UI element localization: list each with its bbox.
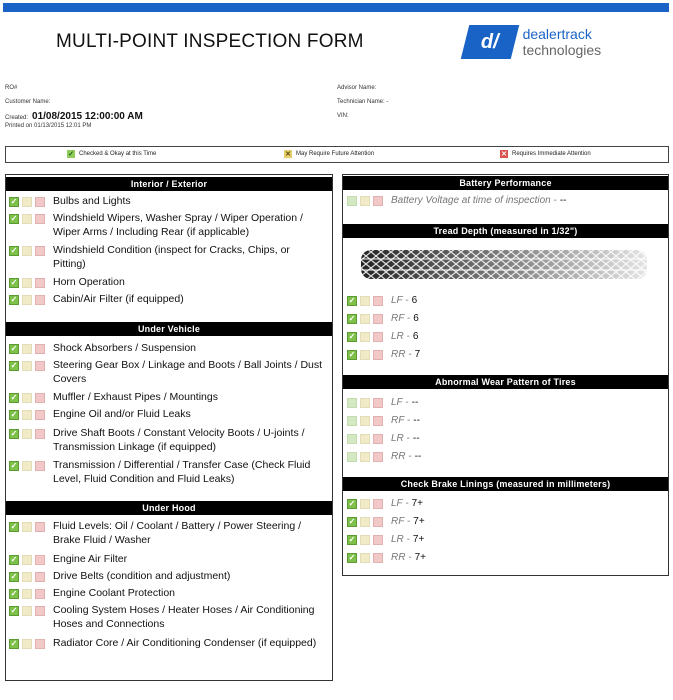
empty-status-box (35, 410, 45, 420)
empty-status-box (22, 589, 32, 599)
status-checks (347, 551, 383, 563)
tire-position-label: LR - (391, 330, 410, 342)
status-checks (9, 276, 45, 290)
status-checks (9, 604, 45, 631)
empty-status-box (360, 416, 370, 426)
tire-reading-value: 6 (413, 312, 419, 324)
inspection-item (9, 244, 325, 271)
empty-status-box (22, 295, 32, 305)
empty-status-box (373, 452, 383, 462)
check-icon: ✓ (10, 589, 18, 598)
empty-status-box (35, 393, 45, 403)
inspection-item (9, 342, 325, 356)
status-checks (347, 497, 383, 509)
tire-position-label: LF - (391, 294, 409, 306)
tire-reading-value: 7+ (414, 551, 426, 563)
tire-position-label: RF - (391, 312, 411, 324)
empty-status-box (35, 295, 45, 305)
inspection-item-label: Muffler / Exhaust Pipes / Mountings (53, 391, 218, 403)
customer-name-label: Customer Name: (5, 99, 51, 105)
empty-status-box (360, 499, 370, 509)
empty-status-box (35, 344, 45, 354)
tire-reading-value: -- (413, 414, 420, 426)
empty-status-box (22, 555, 32, 565)
check-icon: ✓ (10, 461, 18, 470)
empty-status-box (360, 398, 370, 408)
empty-status-box (360, 517, 370, 527)
tire-reading-row (347, 515, 425, 527)
created-value: 01/08/2015 12:00:00 AM (32, 111, 143, 122)
check-icon: ✓ (10, 246, 18, 255)
empty-status-box (373, 499, 383, 509)
empty-status-box (22, 461, 32, 471)
empty-status-box (373, 517, 383, 527)
tire-reading-row (347, 414, 420, 426)
inspection-item-label: Engine Oil and/or Fluid Leaks (53, 408, 191, 420)
tire-position-label: RR - (391, 450, 412, 462)
tire-reading-value: 7+ (412, 533, 425, 545)
section-header-interior: Interior / Exterior (6, 177, 332, 191)
status-checks (9, 293, 45, 307)
check-icon: ✓ (348, 314, 356, 323)
advisor-name-label: Advisor Name: (337, 85, 377, 91)
empty-status-box (360, 350, 370, 360)
legend-immediate: ✕ Requires Immediate Attention (501, 150, 591, 158)
empty-status-box (373, 416, 383, 426)
inspection-item-label: Bulbs and Lights (53, 195, 131, 207)
inspection-item (9, 637, 325, 651)
status-checks (9, 359, 45, 386)
check-icon: ✓ (348, 350, 356, 359)
created-row (5, 111, 143, 122)
empty-status-box (22, 344, 32, 354)
logo-mark-icon: d/ (461, 25, 519, 59)
tire-reading-value: -- (414, 450, 422, 462)
inspection-item (9, 427, 325, 454)
empty-status-box (373, 434, 383, 444)
alert-x-icon: ✕ (501, 150, 507, 158)
inspection-item-label: Windshield Wipers, Washer Spray / Wiper Operation / Wiper Arms / Including Rear (if applicable) (53, 212, 303, 238)
battery-voltage-label: Battery Voltage at time of inspection - (391, 194, 557, 206)
legend-ok: ✓ Checked & Okay at this Time (68, 150, 157, 158)
empty-status-box (35, 246, 45, 256)
status-checks (347, 432, 383, 444)
status-checks (9, 342, 45, 356)
status-checks (9, 637, 45, 651)
tire-position-label: LR - (391, 533, 410, 545)
empty-status-box (347, 452, 357, 462)
status-checks (9, 587, 45, 601)
technician-name-label: Technician Name: - (337, 99, 389, 105)
check-icon: ✓ (348, 517, 356, 526)
status-checks (347, 414, 383, 426)
status-checks (347, 533, 383, 545)
inspection-item (9, 459, 325, 486)
status-checks (347, 396, 383, 408)
tire-position-label: LF - (391, 497, 409, 509)
empty-status-box (373, 535, 383, 545)
empty-status-box (373, 314, 383, 324)
empty-status-box (373, 350, 383, 360)
check-icon: ✓ (68, 150, 74, 158)
top-accent-bar (3, 3, 669, 12)
empty-status-box (373, 553, 383, 563)
empty-status-box (35, 606, 45, 616)
inspection-item (9, 195, 325, 209)
tire-reading-row (347, 497, 423, 509)
empty-status-box (35, 589, 45, 599)
empty-status-box (35, 461, 45, 471)
status-checks (9, 570, 45, 584)
inspection-item (9, 359, 325, 386)
inspection-item-label: Cooling System Hoses / Heater Hoses / Air Conditioning Hoses and Connections (53, 604, 315, 630)
inspection-item (9, 520, 325, 547)
status-checks (347, 330, 383, 342)
tire-reading-value: 7 (414, 348, 421, 360)
check-icon: ✓ (10, 393, 18, 402)
inspection-item-label: Engine Air Filter (53, 553, 128, 565)
status-checks (9, 520, 45, 547)
inspection-item-label: Shock Absorbers / Suspension (53, 342, 197, 354)
status-checks (347, 515, 383, 527)
tire-position-label: LR - (391, 432, 410, 444)
tire-reading-row (347, 348, 420, 360)
created-label: Created: (5, 115, 29, 121)
tire-position-label: RF - (391, 414, 411, 426)
status-checks (9, 408, 45, 422)
empty-status-box (22, 639, 32, 649)
empty-status-box (35, 522, 45, 532)
status-checks (347, 450, 383, 462)
empty-status-box (22, 214, 32, 224)
empty-status-box (35, 278, 45, 288)
empty-status-box (347, 398, 357, 408)
empty-status-box (22, 572, 32, 582)
inspection-item-label: Radiator Core / Air Conditioning Condenser (if equipped) (53, 637, 317, 649)
empty-status-box (360, 535, 370, 545)
warning-x-icon: ✕ (285, 150, 291, 158)
empty-status-box (373, 332, 383, 342)
tire-reading-value: 7+ (413, 515, 425, 527)
tire-reading-value: -- (411, 396, 419, 408)
empty-status-box (35, 639, 45, 649)
empty-status-box (360, 434, 370, 444)
check-icon: ✓ (348, 535, 356, 544)
empty-status-box (360, 296, 370, 306)
empty-status-box (22, 278, 32, 288)
check-icon: ✓ (10, 197, 18, 206)
empty-status-box (22, 522, 32, 532)
check-icon: ✓ (10, 606, 18, 615)
status-checks (347, 294, 383, 306)
tire-position-label: RR - (391, 551, 412, 563)
inspection-item (9, 604, 325, 631)
check-icon: ✓ (10, 639, 18, 648)
check-icon: ✓ (10, 344, 18, 353)
status-checks (347, 348, 383, 360)
tire-position-label: LF - (391, 396, 409, 408)
tire-reading-value: 6 (412, 330, 419, 342)
inspection-item-label: Engine Coolant Protection (53, 587, 175, 599)
battery-voltage-row (347, 194, 567, 206)
tire-reading-row (347, 330, 418, 342)
check-icon: ✓ (10, 572, 18, 581)
tire-reading-value: 7+ (411, 497, 424, 509)
empty-status-box (35, 429, 45, 439)
tire-reading-value: -- (412, 432, 420, 444)
check-icon: ✓ (10, 555, 18, 564)
empty-status-box (360, 452, 370, 462)
empty-status-box (347, 416, 357, 426)
vin-label: VIN: (337, 113, 349, 119)
printed-on-label: Printed on 01/13/2015 12:01 PM (5, 123, 92, 129)
inspection-item (9, 570, 325, 584)
empty-status-box (373, 296, 383, 306)
tire-reading-value: 6 (411, 294, 418, 306)
legend-future: ✕ May Require Future Attention (285, 150, 375, 158)
tire-reading-row (347, 396, 418, 408)
inspection-item-label: Cabin/Air Filter (if equipped) (53, 293, 184, 305)
empty-status-box (360, 332, 370, 342)
section-header-battery: Battery Performance (343, 176, 668, 190)
tire-reading-row (347, 450, 421, 462)
status-checks (347, 194, 383, 206)
section-header-under-vehicle: Under Vehicle (6, 322, 332, 336)
empty-status-box (360, 553, 370, 563)
empty-status-box (22, 429, 32, 439)
empty-status-box (35, 572, 45, 582)
empty-status-box (373, 398, 383, 408)
status-checks (9, 427, 45, 454)
page-title: MULTI-POINT INSPECTION FORM (56, 31, 364, 52)
tread-depth-gauge-graphic (361, 248, 647, 281)
tire-reading-row (347, 312, 419, 324)
section-header-abnormal-wear: Abnormal Wear Pattern of Tires (343, 375, 668, 389)
inspection-item (9, 587, 325, 601)
inspection-item-label: Transmission / Differential / Transfer Case (Check Fluid Level, Fluid Condition and Fluid Leaks) (53, 459, 311, 485)
empty-status-box (22, 393, 32, 403)
check-icon: ✓ (10, 429, 18, 438)
company-logo (465, 25, 673, 59)
inspection-item-label: Drive Shaft Boots / Constant Velocity Boots / U-joints / Transmission Linkage (if equipped) (53, 427, 305, 453)
check-icon: ✓ (10, 295, 18, 304)
status-checks (347, 312, 383, 324)
empty-status-box (22, 361, 32, 371)
status-checks (9, 195, 45, 209)
ro-label: RO# (5, 85, 18, 91)
check-icon: ✓ (10, 214, 18, 223)
inspection-item (9, 391, 325, 405)
battery-voltage-value: -- (559, 194, 567, 206)
inspection-item-label: Steering Gear Box / Linkage and Boots / Ball Joints / Dust Covers (53, 359, 323, 385)
empty-status-box (22, 606, 32, 616)
inspection-item (9, 553, 325, 567)
tire-reading-row (347, 533, 424, 545)
empty-status-box (22, 410, 32, 420)
empty-status-box (35, 555, 45, 565)
check-icon: ✓ (348, 332, 356, 341)
check-icon: ✓ (348, 553, 356, 562)
check-icon: ✓ (10, 522, 18, 531)
section-header-tread-depth: Tread Depth (measured in 1/32") (343, 224, 668, 238)
status-checks (9, 553, 45, 567)
empty-status-box (35, 214, 45, 224)
inspection-item (9, 293, 325, 307)
check-icon: ✓ (348, 499, 356, 508)
inspection-item-label: Drive Belts (condition and adjustment) (53, 570, 231, 582)
inspection-item (9, 212, 325, 239)
empty-status-box (347, 434, 357, 444)
inspection-item-label: Horn Operation (53, 276, 125, 288)
empty-status-box (22, 246, 32, 256)
empty-status-box (35, 197, 45, 207)
status-checks (9, 244, 45, 271)
inspection-item (9, 276, 325, 290)
status-checks (9, 212, 45, 239)
section-header-under-hood: Under Hood (6, 501, 332, 515)
tire-reading-row (347, 294, 417, 306)
status-checks (9, 459, 45, 486)
status-checks (9, 391, 45, 405)
check-icon: ✓ (10, 278, 18, 287)
empty-status-box (22, 197, 32, 207)
tire-position-label: RF - (391, 515, 411, 527)
tire-reading-row (347, 432, 420, 444)
check-icon: ✓ (348, 296, 356, 305)
inspection-item (9, 408, 325, 422)
tire-position-label: RR - (391, 348, 412, 360)
logo-wordmark: dealertrack technologies (522, 26, 602, 58)
status-legend (5, 146, 669, 163)
inspection-item-label: Windshield Condition (inspect for Cracks, Chips, or Pitting) (53, 244, 290, 270)
section-header-brake-linings: Check Brake Linings (measured in millimeters) (343, 477, 668, 491)
tire-reading-row (347, 551, 426, 563)
inspection-item-label: Fluid Levels: Oil / Coolant / Battery / Power Steering / Brake Fluid / Washer (53, 520, 302, 546)
empty-status-box (35, 361, 45, 371)
empty-status-box (360, 314, 370, 324)
check-icon: ✓ (10, 361, 18, 370)
check-icon: ✓ (10, 410, 18, 419)
